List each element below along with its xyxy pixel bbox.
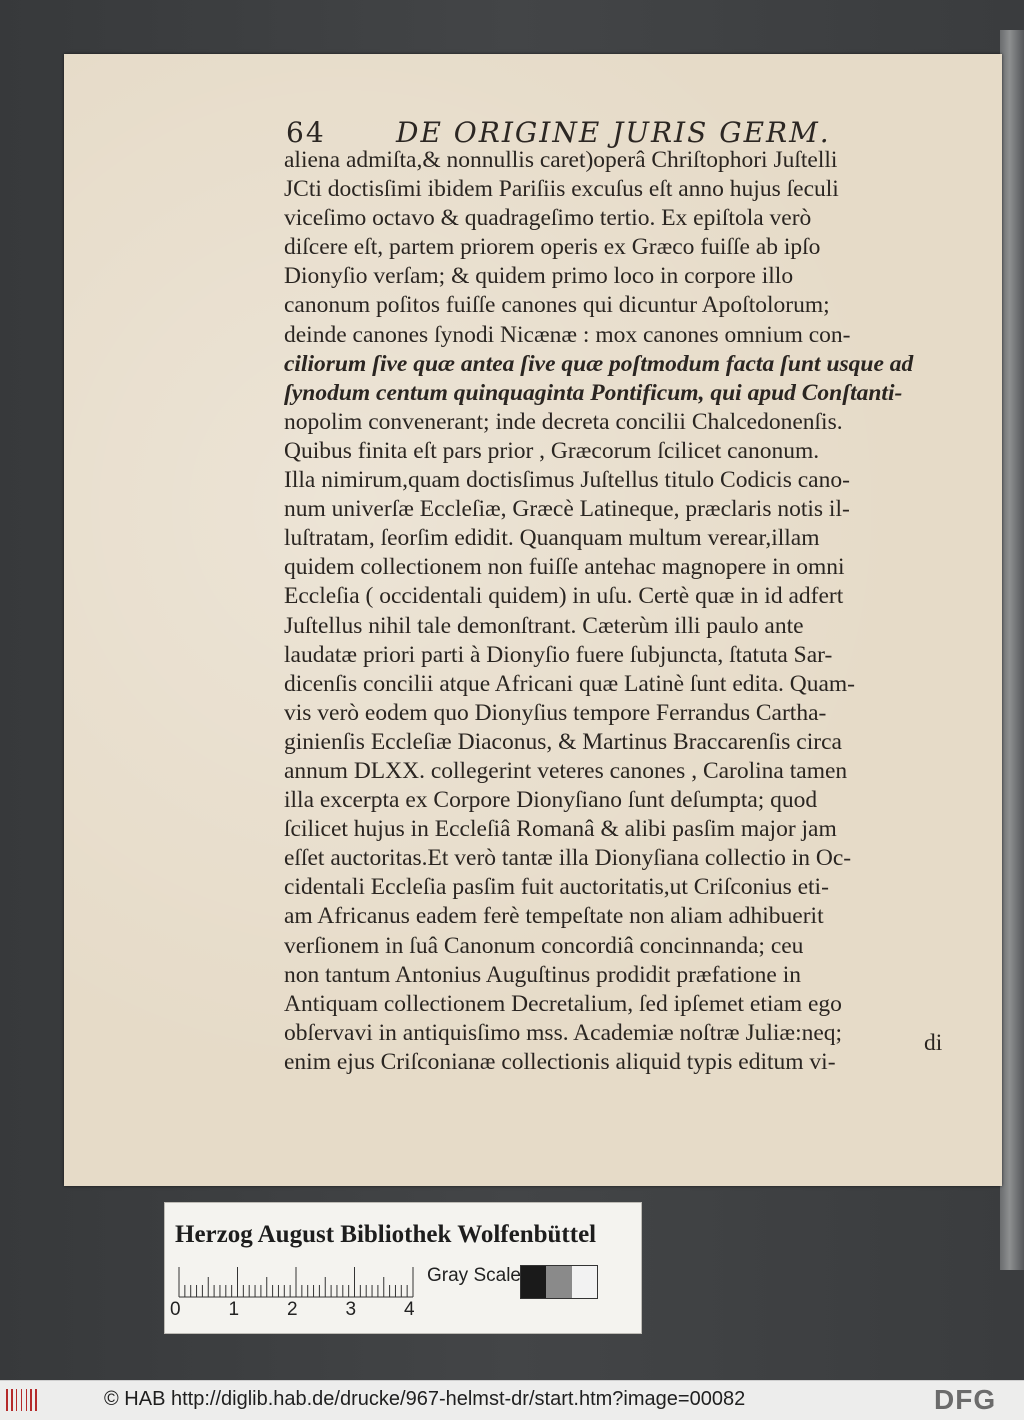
book-edge	[1000, 30, 1024, 1270]
barcode-bar	[16, 1389, 17, 1411]
text-line: Illa nimirum,quam doctisſimus Juſtellus titulo Codicis cano-	[284, 467, 850, 494]
gray-patch	[521, 1266, 546, 1298]
gray-scale-label: Gray Scale	[427, 1265, 521, 1286]
ruler-number: 2	[287, 1299, 298, 1320]
text-line: ſynodum centum quinquaginta Pontificum, qui apud Conſtanti-	[284, 379, 903, 406]
ruler-number: 1	[228, 1299, 240, 1320]
text-line: ginienſis Eccleſiæ Diaconus, & Martinus Braccarenſis circa	[284, 728, 842, 755]
text-line: vis verò eodem quo Dionyſius tempore Ferrandus Cartha-	[284, 699, 827, 726]
text-line: eſſet auctoritas.Et verò tantæ illa Dionyſiana collectio in Oc-	[284, 845, 852, 872]
barcode-logo-icon	[6, 1389, 46, 1411]
text-line: diſcere eſt, partem priorem operis ex Græco fuiſſe ab ipſo	[284, 234, 821, 261]
dfg-logo: DFG	[934, 1384, 997, 1415]
text-line: dicenſis concilii atque Africani quæ Latinè ſunt edita. Quam-	[284, 670, 856, 697]
text-line: am Africanus eadem ferè tempeſtate non aliam adhibuerit	[284, 903, 824, 930]
gray-scale-patches	[520, 1265, 598, 1299]
ruler-number: 3	[345, 1299, 357, 1320]
ruler-number: 0	[170, 1299, 181, 1320]
text-line: JCti doctisſimi ibidem Pariſiis excuſus eſt anno hujus ſeculi	[284, 176, 839, 203]
gray-patch	[546, 1266, 571, 1298]
color-calibration-card	[164, 1202, 642, 1334]
text-line: aliena admiſta,& nonnullis caret)operâ Chriſtophori Juſtelli	[284, 147, 838, 173]
text-line: nopolim convenerant; inde decreta concilii Chalcedonenſis.	[284, 408, 843, 435]
barcode-bar	[6, 1389, 8, 1411]
ruler-number: 4	[404, 1299, 415, 1320]
gray-patch	[572, 1266, 597, 1298]
ruler-scale	[175, 1261, 425, 1301]
text-line: verſionem in ſuâ Canonum concordiâ concinnanda; ceu	[284, 932, 804, 959]
text-line: laudatæ priori parti à Dionyſio fuere ſubjuncta, ſtatuta Sar-	[284, 641, 833, 668]
text-line: Antiquam collectionem Decretalium, ſed ipſemet etiam ego	[284, 990, 842, 1017]
text-line: quidem collectionem non fuiſſe antehac magnopere in omni	[284, 554, 845, 581]
text-line: num univerſæ Eccleſiæ, Græcè Latineque, præclaris notis il-	[284, 496, 850, 523]
text-line: annum DLXX. collegerint veteres canones , Carolina tamen	[284, 757, 848, 784]
running-title: DE ORIGINE JURIS GERM.	[396, 116, 831, 149]
ruler-numbers	[165, 1299, 435, 1323]
text-line: Quibus finita eſt pars prior , Græcorum ſcilicet canonum.	[284, 437, 820, 464]
text-line: cidentali Eccleſia pasſim fuit auctoritatis,ut Criſconius eti-	[284, 874, 829, 901]
copyright-url[interactable]: © HAB http://diglib.hab.de/drucke/967-helmst-dr/start.htm?image=00082	[104, 1388, 746, 1410]
barcode-bar	[11, 1389, 13, 1411]
body-text	[284, 146, 964, 1077]
catchword: di	[924, 1030, 943, 1056]
barcode-bar	[35, 1389, 37, 1411]
text-line: enim ejus Criſconianæ collectionis aliquid typis editum vi-	[284, 1048, 836, 1075]
text-line: Dionyſio verſam; & quidem primo loco in corpore illo	[284, 263, 794, 290]
text-line: Eccleſia ( occidentali quidem) in uſu. Certè quæ in id adfert	[284, 583, 844, 610]
text-line: obſervavi in antiquisſimo mss. Academiæ noſtræ Juliæ:neq;	[284, 1019, 843, 1046]
page-number: 64	[286, 116, 326, 149]
text-line: ſcilicet hujus in Eccleſiâ Romanâ & alibi pasſim major jam	[284, 816, 837, 843]
text-line: luſtratam, ſeorſim edidit. Quanquam multum verear,illam	[284, 525, 820, 552]
library-name: Herzog August Bibliothek Wolfenbüttel	[175, 1221, 597, 1248]
text-line: ciliorum ſive quæ antea ſive quæ poſtmodum facta ſunt usque ad	[284, 350, 914, 377]
barcode-bar	[26, 1389, 27, 1411]
text-line: non tantum Antonius Auguſtinus prodidit præfatione in	[284, 961, 801, 988]
text-line: Juſtellus nihil tale demonſtrant. Cæterùm illi paulo ante	[284, 612, 804, 639]
text-line: canonum poſitos fuiſſe canones qui dicuntur Apoſtolorum;	[284, 292, 830, 319]
text-line: viceſimo octavo & quadrageſimo tertio. Ex epiſtola verò	[284, 205, 812, 232]
barcode-bar	[30, 1389, 32, 1411]
text-line: illa excerpta ex Corpore Dionyſiano ſunt deſumpta; quod	[284, 787, 818, 814]
footer-bar	[0, 1380, 1024, 1420]
book-page	[64, 54, 1002, 1186]
barcode-bar	[21, 1389, 22, 1411]
text-line: deinde canones ſynodi Nicænæ : mox canones omnium con-	[284, 321, 851, 348]
